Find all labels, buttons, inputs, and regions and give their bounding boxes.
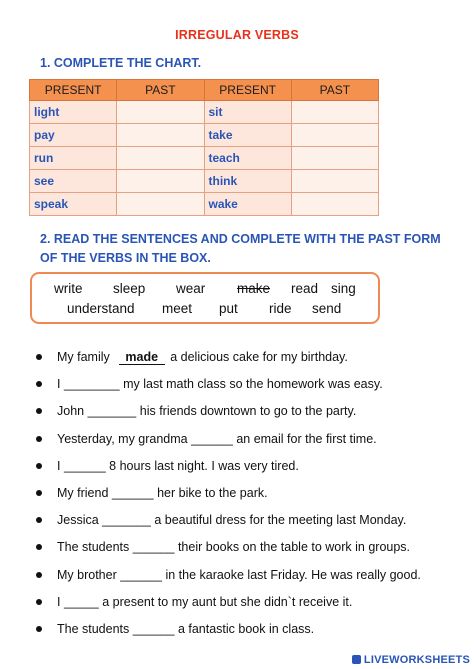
bullet-icon [36, 544, 42, 550]
sentence-start: The students [57, 540, 130, 555]
bullet-icon [36, 381, 42, 387]
present-cell: see [30, 170, 117, 193]
past-answer-cell[interactable] [291, 170, 378, 193]
sentence-list [36, 347, 466, 646]
sentence-end: a present to my aunt but she didn`t receive it. [102, 594, 353, 609]
past-answer-cell[interactable] [291, 193, 378, 216]
verb-word: sleep [113, 281, 146, 296]
answer-blank[interactable]: ______ [63, 458, 106, 473]
bullet-icon [36, 517, 42, 523]
sentence-item [36, 429, 466, 456]
past-answer-cell[interactable] [117, 124, 204, 147]
present-cell: pay [30, 124, 117, 147]
section-1-heading: 1. COMPLETE THE CHART. [40, 56, 202, 70]
sentence-start: Yesterday, my grandma [57, 431, 188, 446]
chart-row [30, 124, 379, 147]
page-title: IRREGULAR VERBS [175, 28, 299, 42]
sentence-start: I [57, 458, 61, 473]
bullet-icon [36, 626, 42, 632]
sentence-end: my last math class so the homework was easy. [123, 377, 383, 392]
verb-box [30, 272, 380, 324]
sentence-item [36, 347, 466, 374]
sentence-end: an email for the first time. [236, 431, 377, 446]
bullet-icon [36, 463, 42, 469]
present-cell: teach [204, 147, 291, 170]
sentence-end: a delicious cake for my birthday. [170, 350, 348, 364]
sentence-end: her bike to the park. [157, 485, 268, 500]
sentence-item [36, 592, 466, 619]
present-cell: wake [204, 193, 291, 216]
sentence-item [36, 619, 466, 646]
answer-blank[interactable]: ______ [132, 540, 175, 555]
answer-blank[interactable]: _______ [102, 513, 151, 528]
sentence-item [36, 456, 466, 483]
header-past-1: PAST [117, 80, 204, 101]
sentence-end: his friends downtown to go to the party. [139, 404, 357, 419]
header-present-2: PRESENT [204, 80, 291, 101]
chart-row [30, 147, 379, 170]
sentence-start: My brother [57, 567, 117, 582]
verb-word: wear [176, 281, 206, 296]
past-answer-cell[interactable] [291, 124, 378, 147]
verb-word-used: make [237, 281, 271, 296]
header-present-1: PRESENT [30, 80, 117, 101]
sentence-start: The students [57, 621, 130, 636]
sentence-item [36, 565, 466, 592]
sentence-end: 8 hours last night. I was very tired. [109, 458, 299, 473]
verb-word: put [219, 301, 238, 316]
chart-row [30, 101, 379, 124]
answer-blank[interactable]: ______ [111, 485, 154, 500]
bullet-icon [36, 599, 42, 605]
sentence-end: a fantastic book in class. [177, 621, 315, 636]
verb-word: read [291, 281, 319, 296]
sentence-item [36, 483, 466, 510]
chart-row [30, 170, 379, 193]
past-answer-cell[interactable] [117, 193, 204, 216]
sentence-item [36, 537, 466, 564]
sentence-end: their books on the table to work in groups. [177, 540, 411, 555]
past-answer-cell[interactable] [291, 101, 378, 124]
present-cell: take [204, 124, 291, 147]
bullet-icon [36, 408, 42, 414]
present-cell: sit [204, 101, 291, 124]
answer-blank[interactable]: _____ [63, 594, 99, 609]
verb-word: write [54, 281, 83, 296]
past-answer-cell[interactable] [117, 170, 204, 193]
logo-text: LIVEWORKSHEETS [363, 653, 470, 666]
present-cell: light [30, 101, 117, 124]
chart-row [30, 193, 379, 216]
sentence-item [36, 401, 466, 428]
answer-blank[interactable]: ______ [191, 431, 233, 446]
sentence-start: Jessica [57, 513, 99, 528]
verb-word: understand [67, 301, 135, 316]
section-2-heading: 2. READ THE SENTENCES AND COMPLETE WITH THE PAST FORM OF THE VERBS IN THE BOX. [40, 232, 441, 265]
answer-blank[interactable]: ________ [63, 377, 120, 392]
sentence-start: John [57, 404, 85, 419]
past-answer-cell[interactable] [291, 147, 378, 170]
sentence-end: in the karaoke last Friday. He was really good. [165, 567, 421, 582]
answer-blank[interactable]: made [119, 350, 165, 365]
chart-header-row [30, 80, 379, 101]
verb-chart [29, 79, 379, 216]
past-answer-cell[interactable] [117, 101, 204, 124]
present-cell: run [30, 147, 117, 170]
sentence-end: a beautiful dress for the meeting last Monday. [154, 513, 407, 528]
verb-word: send [312, 301, 342, 316]
past-answer-cell[interactable] [117, 147, 204, 170]
sentence-start: My family [57, 350, 110, 364]
verb-word: sing [331, 281, 356, 296]
verb-word: meet [162, 301, 193, 316]
logo-icon [352, 655, 361, 664]
header-past-2: PAST [291, 80, 378, 101]
present-cell: speak [30, 193, 117, 216]
sentence-item [36, 510, 466, 537]
bullet-icon [36, 490, 42, 496]
answer-blank[interactable]: ______ [132, 621, 175, 636]
sentence-start: I [57, 377, 61, 392]
sentence-start: My friend [57, 485, 109, 500]
present-cell: think [204, 170, 291, 193]
sentence-item [36, 374, 466, 401]
liveworksheets-logo [352, 652, 470, 667]
verb-word: ride [269, 301, 292, 316]
bullet-icon [36, 436, 42, 442]
bullet-icon [36, 572, 42, 578]
answer-blank[interactable]: ______ [120, 567, 162, 582]
answer-blank[interactable]: _______ [87, 404, 137, 419]
bullet-icon [36, 354, 42, 360]
sentence-start: I [57, 594, 61, 609]
